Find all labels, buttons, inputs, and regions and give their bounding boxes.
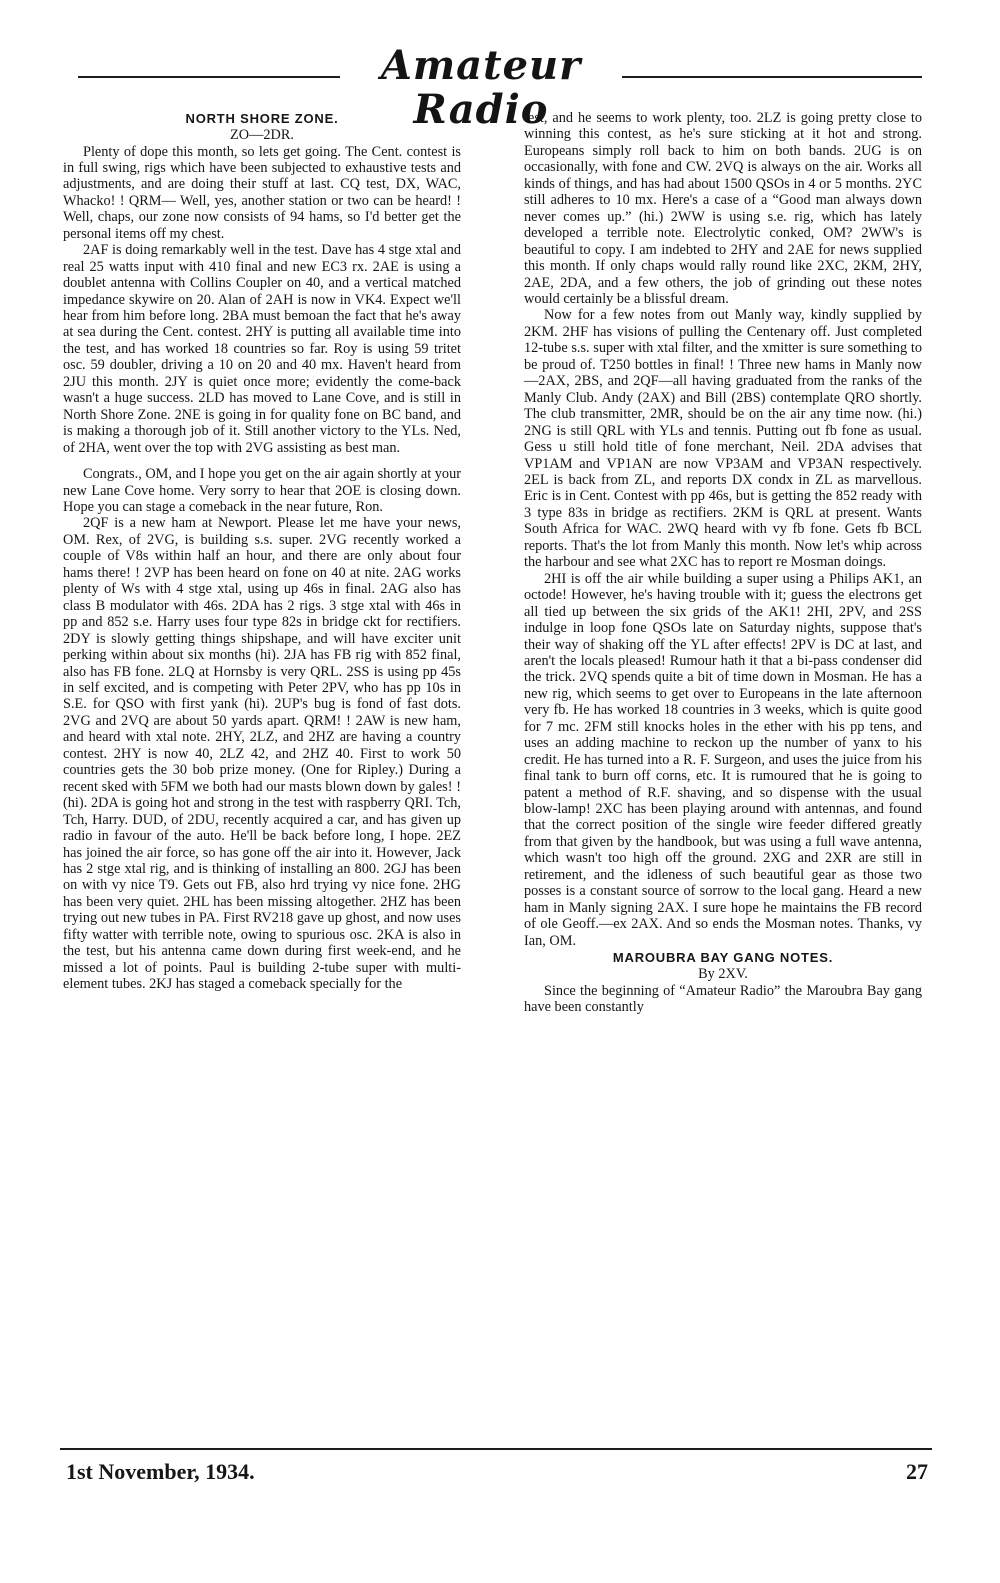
section-heading-north-shore: NORTH SHORE ZONE. xyxy=(185,111,339,126)
paragraph: Now for a few notes from out Manly way, kindly supplied by 2KM. 2HF has visions of pulling the Centenary off. Just completed 12-tube s.s. super with xtal filter, and the xmitter is sure something to be proud of. T250 bottles in final! ! Three new hams in Manly now—2AX, 2BS, and 2QF—all having graduated from the ranks of the Manly Club. Andy (2AX) and Bill (2BS) contemplate QRO shortly. The club transmitter, 2MR, should be on the air any time now. (hi.) 2NG is still QRL with YLs and tennis. Putting out fb fone as usual. Gess u still hold title of fone merchant, Neil. 2DA advises that VP1AM and VP1AN are now VP3AM and VP3AN respectively. 2EL is back from ZL, and reports DX condx in ZL as marvellous. Eric is in Cent. Contest with pp 46s, but is getting the 852 ready with 3 type 83s in bridge as rectifiers. 2KM is QRL at present. Wants South Africa for WAC. 2WQ heard with vy fb fone. Gets fb BCL reports. That's the lot from Manly this month. Now let's whip across the harbour and see what 2XC has to report re Mosman doings. xyxy=(524,307,922,571)
paragraph: 2HI is off the air while building a super using a Philips AK1, an octode! However, he's having trouble with it; guess the electrons get all tied up between the six grids of the AK1! 2HI, 2PV, and 2SS indulge in loop fone QSOs late on Saturday nights, suppose that's their way of shaking off the YL after effects! 2PV is DC at last, and aren't the locals pleased! Rumour hath it that a bi-pass condenser did the trick. 2VQ spends quite a bit of time down in Mosman. He has a new rig, which seems to get over to Europeans in the late afternoon very fb. He has worked 18 countries in 3 weeks, which is quite good for 7 mc. 2FM still knocks holes in the ether with his pp tens, and uses an adding machine to reckon up the number of yanx to his credit. He has turned into a R. F. Surgeon, and uses the juice from his final tank to burn off corns, etc. It is rumoured that he is going to patent a method of R.F. shaving, and so dispense with the usual blow-lamp! 2XC has been playing around with antennas, and found that the correct position of the single wire feeder differed greatly from that given by the handbook, but was using a full wave antenna, which wasn't too high off the ground. 2XG and 2XR are still in retirement, and the idleness of such beautiful gear as those two posses is a constant source of sorrow to the local gang. Heard a new ham in Manly signing 2AX. I sure hope he maintains the FB record of ole Geoff.—ex 2AX. And so ends the Mosman notes. Thanks, vy Ian, OM. xyxy=(524,570,922,949)
page-number: 27 xyxy=(906,1459,928,1484)
masthead-title: Amateur Radio xyxy=(380,42,582,133)
left-column xyxy=(63,110,461,993)
paragraph: 2QF is a new ham at Newport. Please let me have your news, OM. Rex, of 2VG, is building s.s. super. 2VG recently worked a couple of V8s within half an hour, and there are only about four hams there! ! 2VP has been heard on fone on 40 at nite. 2AG works plenty of Ws with 4 stge xtal, using up 46s in final. 2AG also has class B modulator with 46s. 2DA has 2 rigs. 3 stge xtal with 46s in pp and 852 s.e. Harry uses four type 82s in bridge ckt for rectifiers. 2DY is slowly getting things shipshape, and will have exciter unit perking within about six months (hi). 2JA has FB rig with 852 final, also has FB fone. 2LQ at Hornsby is very QRL. 2SS is using pp 45s in self excited, and is competing with Peter 2PV, who has pp 10s in S.E. for QSO with first yank (hi). 2UP's bug is fond of fast dots. 2VG and 2VQ are about 50 yards apart. QRM! ! 2AW is new ham, and heard with xtal note. 2HY, 2LZ, and 2HZ are having a country contest. 2HY is now 40, 2LZ 42, and 2HZ 40. First to work 50 countries gets the 30 bob prize money. (One for Ripley.) During a recent sked with 5FM we both had our masts blown down by gales! ! (hi). 2DA is going hot and strong in the test with raspberry QRI. Tch, Tch, Harry. DUD, of 2DU, recently acquired a car, and has given up radio in favour of the auto. He'll be back before long, I hope. 2EZ has joined the air force, so has gone off the air into it. However, Jack has 2 stge xtal rig, and is thinking of installing an 800. 2GJ has been on with vy nice T9. Gets out FB, also hrd trying vy nice fone. 2HG has been very quiet. 2HL has been missing altogether. 2HZ has been trying out new tubes in PA. First RV218 gave up ghost, and now uses fifty watter with terrible note, owing to spurious osc. 2KA is also in the test, but his antenna came down during first week-end, and he missed a lot of points. Paul is building 2-tube super with multi-element tubes. 2KJ has staged a comeback specially for the xyxy=(63,515,461,993)
right-column xyxy=(524,110,922,1016)
section-heading-maroubra-bay: MAROUBRA BAY GANG NOTES. xyxy=(612,950,834,966)
paragraph: Since the beginning of “Amateur Radio” the Maroubra Bay gang have been constantly xyxy=(524,982,922,1016)
section-byline: By 2XV. xyxy=(698,966,748,983)
section-subheading-zone-officer: ZO—2DR. xyxy=(230,127,294,143)
paragraph-continuation: test, and he seems to work plenty, too. 2LZ is going pretty close to winning this contest, as he's sure sticking at it hot and strong. Europeans simply roll back to him on both bands. 2UG is on occasionally, with fone and CW. 2VQ is always on the air. Works all kinds of things, and has had about 1500 QSOs in 4 or 5 months. 2YC still adheres to 10 mx. Here's a case of a “Good man always down never comes up.” (hi.) 2WW is using s.e. rig, which has lately developed a terrible note. Electrolytic conked, OM? 2WW's is beautiful to copy. I am indebted to 2HY and 2AE for news supplied this month. If only chaps would rally round like 2XC, 2KM, 2HY, 2AE, 2DA, and a few others, the job of grinding out these notes would certainly be a blissful dream. xyxy=(524,110,922,307)
masthead-rule-right xyxy=(622,76,922,78)
footer-rule xyxy=(60,1448,932,1450)
paragraph: Congrats., OM, and I hope you get on the air again shortly at your new Lane Cove home. Very sorry to hear that 2OE is closing down. Hope you can stage a comeback in the near future, Ron. xyxy=(63,466,461,516)
paragraph: 2AF is doing remarkably well in the test. Dave has 4 stge xtal and real 25 watts input with 410 final and new EC3 rx. 2AE is using a doublet antenna with Collins Coupler on 40, and a vertical matched impedance skywire on 20. Alan of 2AH is now in VK4. Expect we'll hear from him before long. 2BA must bemoan the fact that he's away at sea during the Cent. contest. 2HY is putting all available time into the test, and has worked 18 countries so far. Roy is using 59 tritet osc. 59 doubler, driving a 10 on 20 and 40 mx. Haven't heard from 2JU this month. 2JY is quiet once more; evidently the come-back wasn't a huge success. 2LD has moved to Lane Cove, and is still in North Shore Zone. 2NE is going in for quality fone on BC band, and is making a thorough job of it. Still another victory to the YLs. Ned, of 2HA, went over the top with 2VG assisting as best man. xyxy=(63,242,461,456)
footer-date: 1st November, 1934. xyxy=(66,1459,255,1484)
paragraph: Plenty of dope this month, so lets get going. The Cent. contest is in full swing, rigs which have been subjected to exhaustive tests and adjustments, and are doing their stuff at last. CQ test, DX, WAC, Whacko! ! QRM— Well, yes, another station or two can be heard! ! Well, chaps, our zone now consists of 94 hams, so I'd better get the personal items off my chest. xyxy=(63,143,461,242)
masthead-rule-left xyxy=(78,76,340,78)
